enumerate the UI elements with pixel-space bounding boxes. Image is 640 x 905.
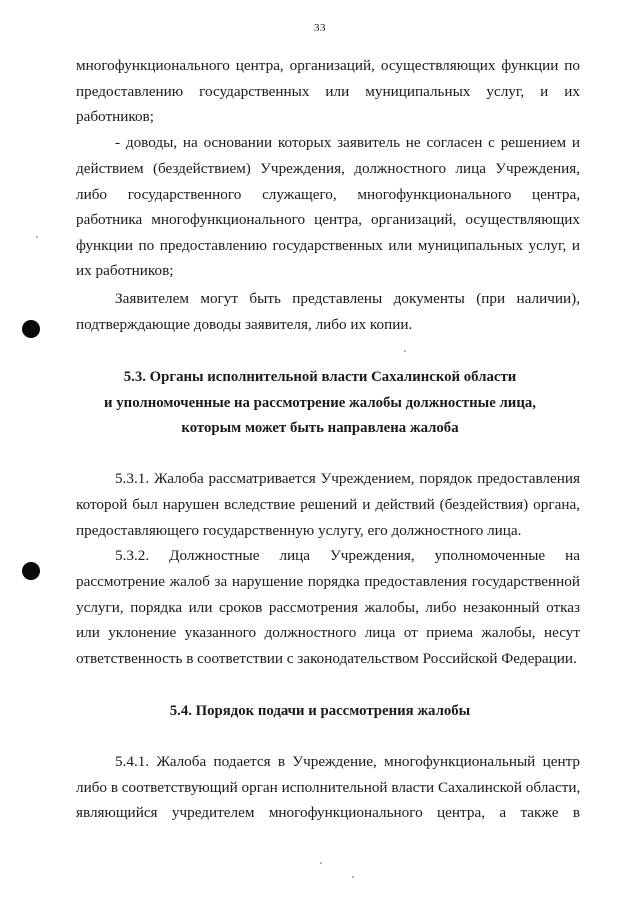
paragraph-c-line-2: подтверждающие доводы заявителя, либо их копии. — [76, 316, 413, 333]
section-5-4-1-line-1: 5.4.1. Жалоба подается в Учреждение, многофункциональный центр — [115, 753, 580, 770]
scan-speck — [352, 876, 354, 878]
paragraph-b-line-3: либо государственного служащего, многофункционального центра, — [76, 186, 580, 203]
scan-speck — [320, 862, 322, 864]
paragraph-a-line-3: работников; — [76, 108, 154, 125]
section-5-3-2-line-3: услуги, порядка или сроков рассмотрения жалобы, либо незаконный отказ — [76, 599, 580, 616]
section-5-3-1-line-3: предоставляющего государственную услугу, его должностного лица. — [76, 522, 522, 539]
section-5-3-heading-line-3: которым может быть направлена жалоба — [181, 420, 459, 436]
punch-hole-bottom — [22, 562, 40, 580]
paragraph-b-line-5: функции по предоставлению государственных или муниципальных услуг, и — [76, 237, 580, 254]
scan-speck — [36, 236, 38, 238]
paragraph-b-line-2: действием (бездействием) Учреждения, должностного лица Учреждения, — [76, 160, 580, 177]
paragraph-a-line-2: предоставлению государственных или муниципальных услуг, и их — [76, 83, 580, 100]
punch-hole-top — [22, 320, 40, 338]
paragraph-b-line-6: их работников; — [76, 262, 174, 279]
section-5-3-1-line-1: 5.3.1. Жалоба рассматривается Учреждением, порядок предоставления — [115, 470, 580, 487]
section-5-4-heading: 5.4. Порядок подачи и рассмотрения жалобы — [169, 703, 471, 719]
section-5-4-1-line-2: либо в соответствующий орган исполнительной власти Сахалинской области, — [76, 779, 581, 796]
page-number: 33 — [314, 22, 326, 34]
paragraph-a-line-1: многофункционального центра, организаций, осуществляющих функции по — [76, 57, 580, 74]
section-5-3-heading-line-2: и уполномоченные на рассмотрение жалобы должностные лица, — [104, 395, 536, 411]
scan-speck — [404, 350, 406, 352]
paragraph-b-line-4: работника многофункционального центра, организаций, осуществляющих — [76, 211, 580, 228]
section-5-3-2-line-5: ответственность в соответствии с законодательством Российской Федерации. — [76, 650, 577, 667]
section-5-3-2-line-4: или уклонение указанного должностного лица от приема жалобы, несут — [76, 624, 580, 641]
section-5-3-2-line-1: 5.3.2. Должностные лица Учреждения, уполномоченные на — [115, 547, 580, 564]
section-5-3-heading-line-1: 5.3. Органы исполнительной власти Сахалинской области — [123, 369, 517, 385]
paragraph-c-line-1: Заявителем могут быть представлены документы (при наличии), — [115, 290, 580, 307]
section-5-3-2-line-2: рассмотрение жалоб за нарушение порядка предоставления государственной — [76, 573, 580, 590]
section-5-4-1-line-3: являющийся учредителем многофункционального центра, а также в — [76, 804, 580, 821]
paragraph-b-line-1: - доводы, на основании которых заявитель не согласен с решением и — [115, 134, 580, 151]
section-5-3-1-line-2: которой был нарушен вследствие решений и действий (бездействия) органа, — [76, 496, 580, 513]
